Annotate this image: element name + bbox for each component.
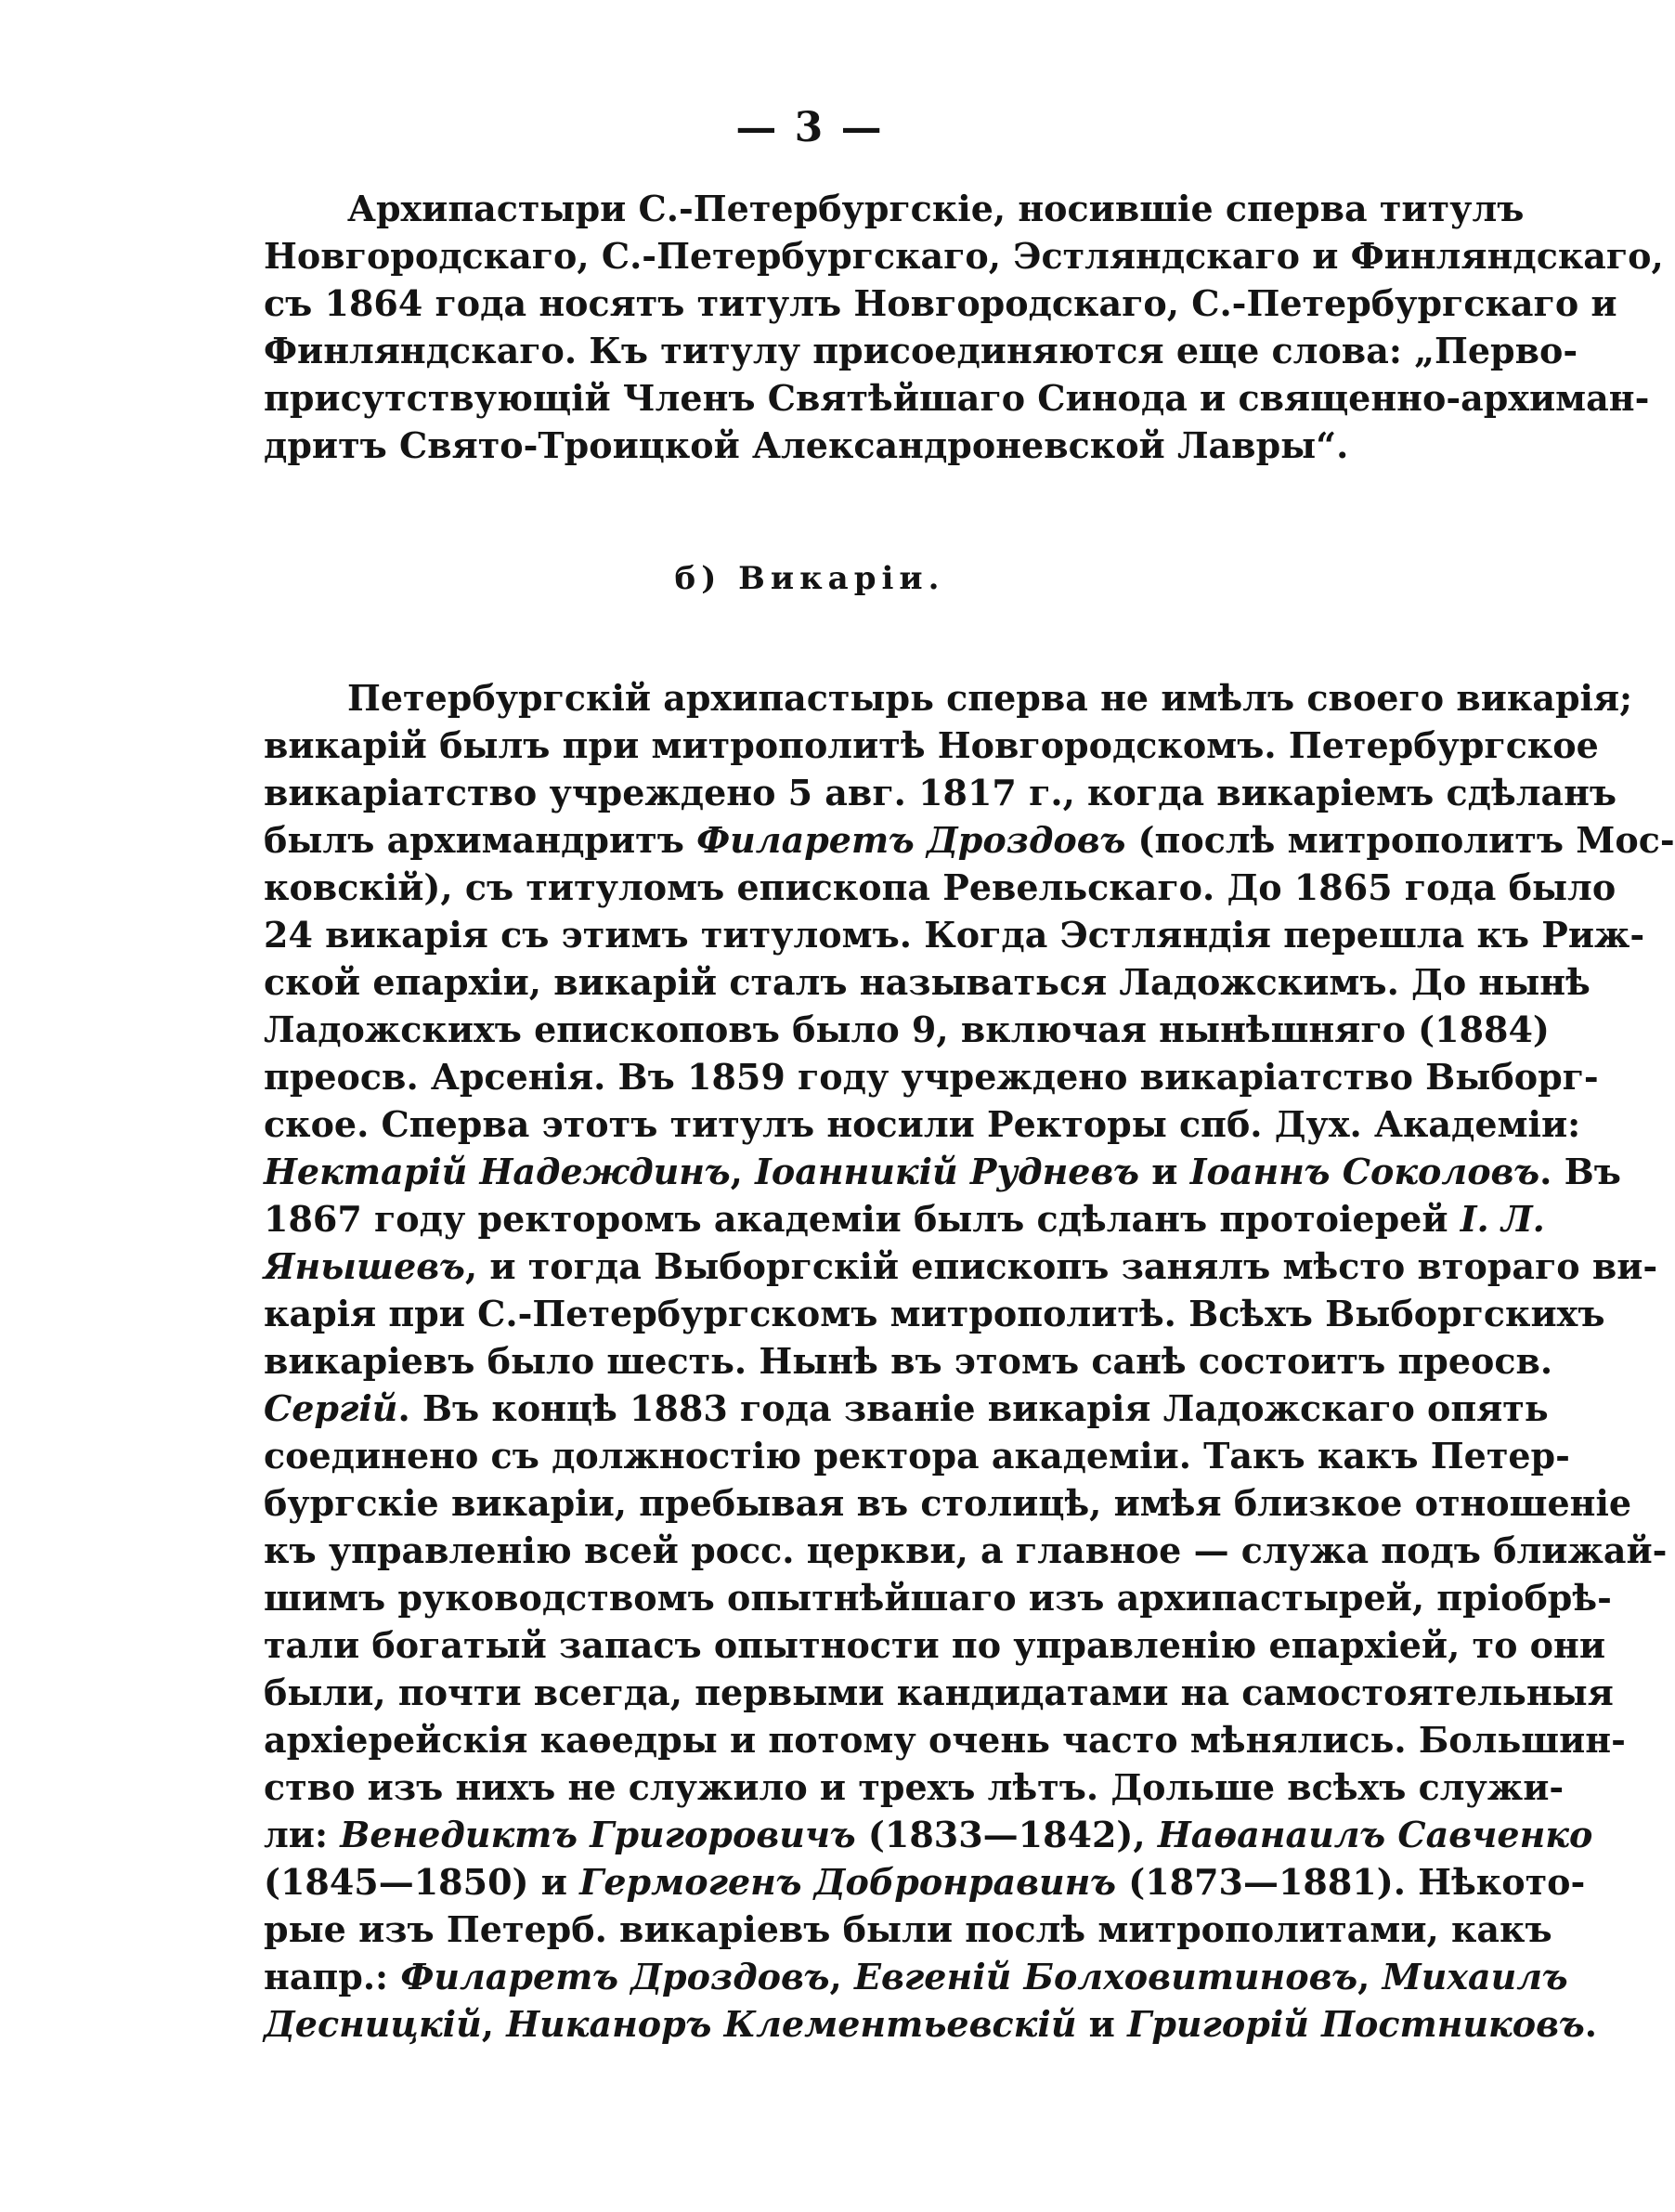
text-line (264, 1100, 1581, 1148)
text-run: шимъ руководствомъ опытнѣйшаго изъ архипастырей, пріобрѣ- (264, 1577, 1612, 1619)
text-run: были, почти всегда, первыми кандидатами на самостоятельныя (264, 1672, 1614, 1713)
text-line (264, 1479, 1632, 1527)
text-line (264, 1574, 1612, 1621)
person-name: Наѳанаилъ Савченко (1157, 1814, 1593, 1855)
person-name: Янышевъ (264, 1245, 465, 1287)
text-line (264, 1527, 1668, 1574)
paragraph-archpastors-title (264, 185, 1664, 469)
person-name: Іоаннъ Соколовъ (1189, 1151, 1540, 1192)
person-name: Нектарій Надеждинъ (264, 1151, 731, 1192)
text-line (264, 1432, 1570, 1479)
text-run: (1833—1842), (855, 1814, 1158, 1855)
text-line (264, 1906, 1552, 1953)
text-run: 1867 году ректоромъ академіи былъ сдѣланъ протоіерей (264, 1198, 1461, 1240)
text-run: викарій былъ при митрополитѣ Новгородскомъ. Петербургское (264, 724, 1599, 766)
person-name: Никаноръ Клементьевскій (506, 2003, 1077, 2045)
person-name: Григорій Постниковъ (1127, 2003, 1585, 2045)
text-line (264, 1858, 1586, 1906)
page-number: — 3 — (735, 104, 884, 151)
person-name: Десницкій (264, 2003, 482, 2045)
text-run: , и тогда Выборгскій епископъ занялъ мѣсто втораго ви- (464, 1245, 1658, 1287)
text-run: рые изъ Петерб. викаріевъ были послѣ митрополитами, какъ (264, 1908, 1552, 1950)
person-name: Венедиктъ Григоровичъ (340, 1814, 856, 1855)
text-run: , (481, 2003, 507, 2045)
text-run: тали богатый запасъ опытности по управленію епархіей, то они (264, 1624, 1606, 1666)
text-line (264, 958, 1591, 1006)
text-run: ковскій), съ титуломъ епископа Ревельскаго. До 1865 года было (264, 866, 1617, 908)
text-line: присутствующій Членъ Святѣйшаго Синода и священно-архиман- (264, 377, 1650, 419)
text-run: ской епархіи, викарій сталъ называться Ладожскимъ. До нынѣ (264, 961, 1591, 1003)
text-line (264, 1621, 1606, 1669)
text-line: съ 1864 года носятъ титулъ Новгородскаго, С.-Петербургскаго и (264, 282, 1617, 324)
text-run: преосв. Арсенія. Въ 1859 году учреждено викаріатство Выборг- (264, 1056, 1599, 1098)
text-run: викаріатство учреждено 5 авг. 1817 г., когда викаріемъ сдѣланъ (264, 772, 1617, 813)
text-line: Архипастыри С.-Петербургскіе, носившіе сперва титулъ (347, 188, 1525, 229)
text-run: и (1139, 1151, 1190, 1192)
text-run: къ управленію всей росс. церкви, а главное — служа подъ ближай- (264, 1529, 1668, 1571)
text-run: ство изъ нихъ не служило и трехъ лѣтъ. Дольше всѣхъ служи- (264, 1766, 1565, 1808)
person-name: Филаретъ Дроздовъ (400, 1956, 830, 1997)
text-line (264, 2000, 1597, 2048)
text-line (264, 1763, 1565, 1811)
text-line (264, 1953, 1568, 2000)
text-run: (1845—1850) и (264, 1861, 580, 1903)
text-line (264, 769, 1617, 816)
person-name: Іоанникій Рудневъ (755, 1151, 1140, 1192)
text-run: бургскіе викаріи, пребывая въ столицѣ, имѣя близкое отношеніе (264, 1482, 1632, 1524)
text-line (264, 1195, 1545, 1243)
text-line: Новгородскаго, С.-Петербургскаго, Эстляндскаго и Финляндскаго, (264, 235, 1664, 277)
text-line (264, 1290, 1605, 1337)
text-run: , (730, 1151, 756, 1192)
text-line (264, 1385, 1549, 1432)
text-line (264, 816, 1675, 864)
text-line (264, 674, 1633, 722)
text-line (264, 864, 1617, 911)
text-run: карія при С.-Петербургскомъ митрополитѣ. Всѣхъ Выборгскихъ (264, 1293, 1605, 1334)
text-run: напр.: (264, 1956, 401, 1997)
paragraph-vicars (264, 674, 1675, 2048)
text-line (264, 1243, 1658, 1290)
text-line: Финляндскаго. Къ титулу присоединяются еще слова: „Перво- (264, 330, 1578, 371)
text-run: 24 викарія съ этимъ титуломъ. Когда Эстляндія перешла къ Риж- (264, 914, 1645, 956)
text-run: ское. Сперва этотъ титулъ носили Ректоры спб. Дух. Академіи: (264, 1103, 1581, 1145)
text-run: , (829, 1956, 855, 1997)
text-run: викаріевъ было шесть. Нынѣ въ этомъ санѣ состоитъ преосв. (264, 1340, 1553, 1382)
person-name: Евгеній Болховитиновъ (854, 1956, 1358, 1997)
text-line (264, 1716, 1626, 1763)
person-name: Филаретъ Дроздовъ (696, 819, 1126, 861)
text-line (264, 1006, 1550, 1053)
text-line (264, 1148, 1621, 1195)
text-run: . Въ концѣ 1883 года званіе викарія Ладожскаго опять (397, 1387, 1549, 1429)
text-run: Ладожскихъ епископовъ было 9, включая нынѣшняго (1884) (264, 1008, 1550, 1050)
text-run: архіерейскія каѳедры и потому очень часто мѣнялись. Большин- (264, 1719, 1626, 1761)
text-line (264, 1053, 1599, 1100)
text-line (264, 1669, 1614, 1716)
text-line (264, 1337, 1553, 1385)
text-run: соединено съ должностію ректора академіи. Такъ какъ Петер- (264, 1435, 1570, 1477)
person-name: Михаилъ (1382, 1956, 1568, 1997)
text-run: былъ архимандритъ (264, 819, 697, 861)
text-run: . Въ (1539, 1151, 1621, 1192)
text-run: , (1357, 1956, 1383, 1997)
person-name: Гермогенъ Добронравинъ (579, 1861, 1117, 1903)
text-run: (1873—1881). Нѣкото- (1116, 1861, 1586, 1903)
text-run: (послѣ митрополитъ Мос- (1125, 819, 1675, 861)
text-line (264, 911, 1645, 958)
text-run: ли: (264, 1814, 341, 1855)
text-run: и (1076, 2003, 1128, 2045)
text-line (264, 722, 1599, 769)
section-heading: б) Викаріи. (674, 560, 945, 597)
person-name: І. Л. (1460, 1198, 1545, 1240)
text-run: . (1584, 2003, 1597, 2045)
text-line (264, 1811, 1593, 1858)
person-name: Сергій (264, 1387, 398, 1429)
text-line: дритъ Свято-Троицкой Александроневской Лавры“. (264, 424, 1349, 466)
text-run: Петербургскій архипастырь сперва не имѣлъ своего викарія; (347, 677, 1633, 719)
